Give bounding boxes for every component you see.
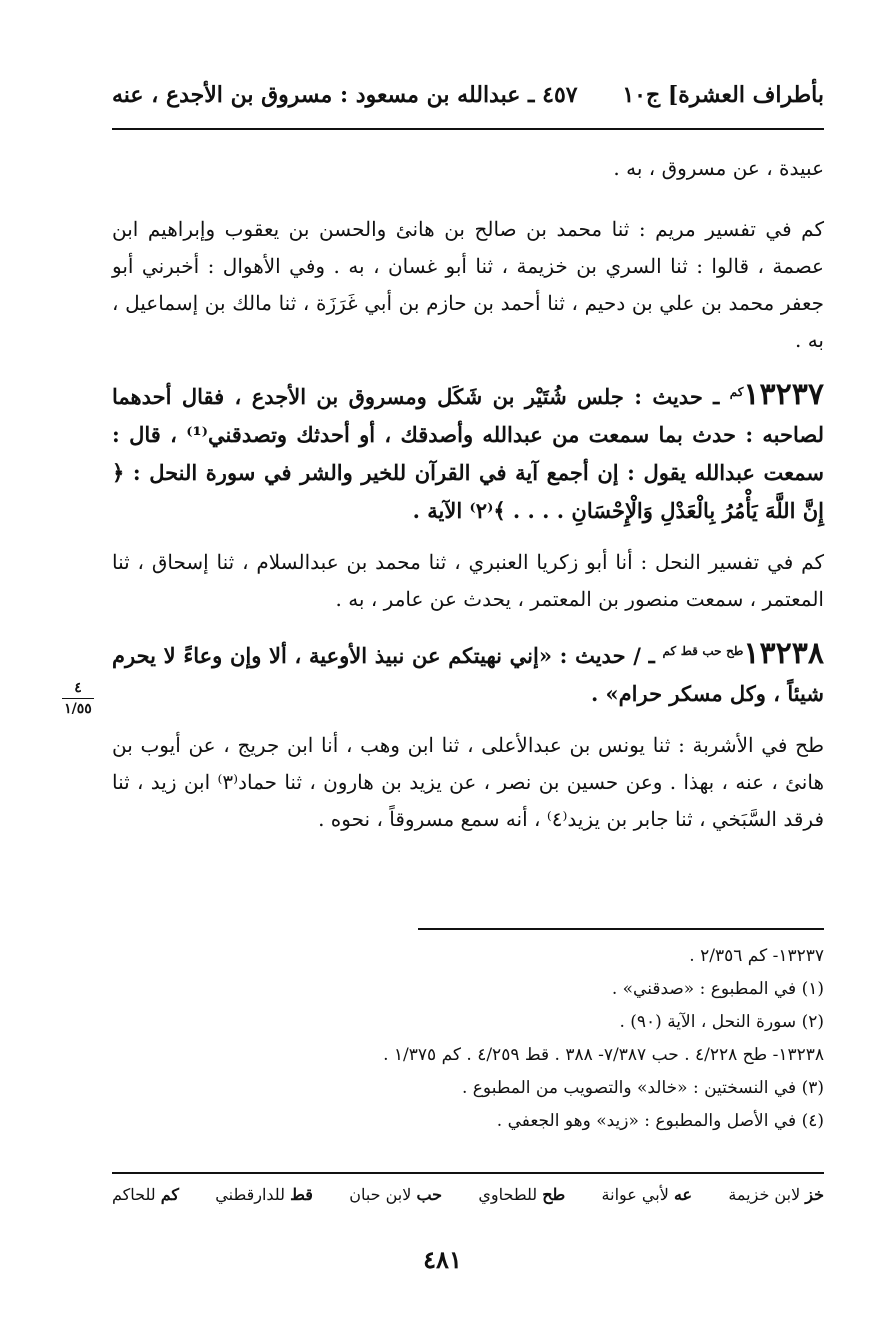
paragraph: كم في تفسير النحل : أنا أبو زكريا العنبري ، ثنا محمد بن عبدالسلام ، ثنا إسحاق ، ثنا المعتمر ، سمعت منصور بن المعتمر ، يحدث عن عامر ، به . xyxy=(112,550,824,611)
hadith-text: ـ / حديث : «إني نهيتكم عن نبيذ الأوعية ، ألا وإن وعاءً لا يحرم شيئاً ، وكل مسكر حرام» . xyxy=(112,643,824,706)
legend-item xyxy=(728,1185,824,1204)
hadith-13238 xyxy=(112,632,824,713)
header-rule xyxy=(112,128,824,130)
header-section-title: ٤٥٧ ـ عبدالله بن مسعود : مسروق بن الأجدع ، عنه xyxy=(112,82,578,108)
legend-abbr: خز xyxy=(805,1185,824,1204)
margin-folio: ١/٥٥ xyxy=(64,701,92,717)
legend-name: لأبي عوانة xyxy=(601,1185,669,1204)
footnote: (٢) سورة النحل ، الآية (٩٠) . xyxy=(619,1012,824,1032)
legend-item xyxy=(349,1185,442,1204)
footnote: (١) في المطبوع : «صدقني» . xyxy=(611,979,824,999)
footnotes xyxy=(230,940,824,1138)
source-mark: كم xyxy=(729,385,744,399)
legend-abbr: حب xyxy=(416,1185,443,1204)
footnote: (٣) في النسختين : «خالد» والتصويب من المطبوع . xyxy=(461,1078,824,1098)
footnote: ١٣٢٣٨- طح ٤/٢٢٨ . حب ٧/٣٨٧- ٣٨٨ . قط ٤/٢٥٩ . كم ١/٣٧٥ . xyxy=(383,1045,824,1065)
footnote: ١٣٢٣٧- كم ٢/٣٥٦ . xyxy=(689,946,824,966)
legend-item xyxy=(602,1185,693,1204)
margin-divider xyxy=(62,698,94,699)
legend-name: للحاكم xyxy=(112,1185,156,1204)
paragraph: كم في تفسير مريم : ثنا محمد بن صالح بن هانئ والحسن بن يعقوب وإبراهيم ابن عصمة ، قالوا : ثنا السري بن خزيمة ، ثنا أبو غسان ، به . وفي الأهوال : أخبرني أبو جعفر محمد بن علي بن دحيم ، ثنا أحمد بن حازم بن أبي غَرَزَة ، ثنا مالك بن إسماعيل ، به . xyxy=(112,217,824,352)
legend-item xyxy=(215,1185,313,1204)
hadith-number: ١٣٢٣٧ xyxy=(743,377,824,412)
abbreviation-legend xyxy=(112,1185,824,1204)
legend-item xyxy=(112,1185,179,1204)
legend-item xyxy=(478,1185,565,1204)
paragraph: طح في الأشربة : ثنا يونس بن عبدالأعلى ، ثنا ابن وهب ، أنا ابن جريج ، عن أيوب بن هانئ ، عنه ، بهذا . وعن حسين بن نصر ، عن يزيد بن هارون ، ثنا حماد⁽٣⁾ ابن زيد ، ثنا فرقد السَّبَخي ، ثنا جابر بن يزيد⁽٤⁾ ، أنه سمع مسروقاً ، نحوه . xyxy=(112,733,824,831)
legend-abbr: قط xyxy=(290,1185,313,1204)
legend-name: للطحاوي xyxy=(478,1185,538,1204)
footnote: (٤) في الأصل والمطبوع : «زيد» وهو الجعفي . xyxy=(496,1111,824,1131)
legend-abbr: كم xyxy=(160,1185,179,1204)
legend-abbr: عه xyxy=(673,1185,693,1204)
hadith-text: ـ حديث : جلس شُتَيْر بن شَكَل ومسروق بن الأجدع ، فقال أحدهما لصاحبه : حدث بما سمعت من عبدالله وأصدقك ، أو أحدثك وتصدقني⁽¹⁾ ، قال : سمعت عبدالله يقول : إن أجمع آية في القرآن للخير والشر في سورة النحل : ﴿ إِنَّ اللَّهَ يَأْمُرُ بِالْعَدْلِ وَالْإِحْسَانِ . . . . ﴾⁽٢⁾ الآية . xyxy=(112,384,825,523)
legend-name: لابن حبان xyxy=(349,1185,412,1204)
legend-name: للدارقطني xyxy=(215,1185,285,1204)
main-text xyxy=(112,150,824,838)
legend-rule xyxy=(112,1172,824,1174)
legend-abbr: طح xyxy=(542,1185,566,1204)
hadith-number: ١٣٢٣٨ xyxy=(743,636,824,671)
hadith-13237 xyxy=(112,373,824,530)
source-mark: طح حب قط كم xyxy=(662,644,744,658)
margin-folio-note xyxy=(62,680,94,717)
legend-name: لابن خزيمة xyxy=(728,1185,801,1204)
running-header xyxy=(112,82,824,122)
page-number: ٤٨١ xyxy=(423,1245,462,1274)
header-book-title: بأطراف العشرة] ج١٠ xyxy=(622,82,824,108)
paragraph: عبيدة ، عن مسروق ، به . xyxy=(613,156,824,180)
footnote-rule xyxy=(418,928,824,930)
margin-volume: ٤ xyxy=(74,680,82,696)
